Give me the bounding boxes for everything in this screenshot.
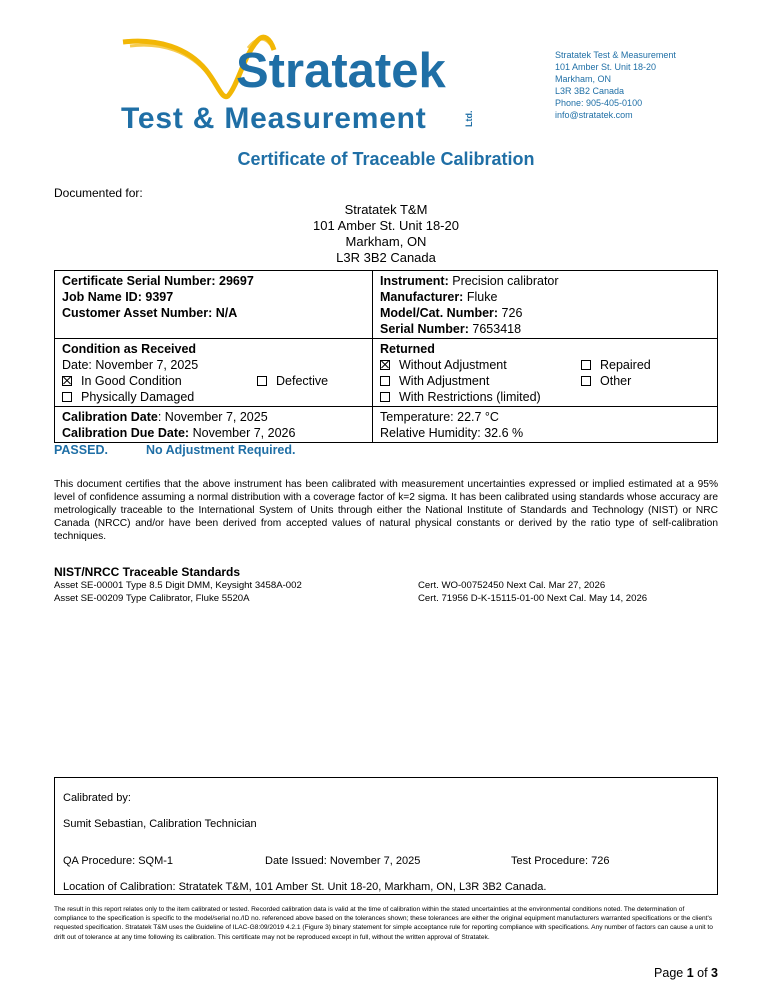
manufacturer-value: Fluke (466, 290, 498, 304)
model-value: 726 (501, 306, 523, 320)
checkbox-empty-icon[interactable] (62, 392, 72, 402)
customer-postal: L3R 3B2 Canada (336, 250, 436, 265)
standards-row (54, 580, 718, 591)
due-date-label: Calibration Due Date: (62, 426, 190, 440)
page-of: of (693, 966, 712, 980)
standards-title: NIST/NRCC Traceable Standards (54, 565, 241, 579)
checkbox-checked-icon[interactable] (62, 376, 72, 386)
humidity: Relative Humidity: 32.6 % (380, 426, 524, 440)
result-status: PASSED. (54, 443, 108, 457)
option-label: Physically Damaged (81, 390, 195, 404)
test-procedure: Test Procedure: 726 (511, 855, 610, 867)
option-label: Without Adjustment (399, 358, 507, 372)
manufacturer-label: Manufacturer: (380, 290, 464, 304)
checkbox-empty-icon[interactable] (581, 376, 591, 386)
standard-cert: Cert. WO-00752450 Next Cal. Mar 27, 2026 (418, 580, 606, 591)
returned-cell (373, 339, 718, 407)
checkbox-empty-icon[interactable] (581, 360, 591, 370)
date-issued: Date Issued: November 7, 2025 (265, 855, 421, 867)
option-label: Other (600, 374, 632, 388)
option-good-condition[interactable] (62, 373, 257, 389)
asset-value: N/A (215, 306, 238, 320)
standard-cert: Cert. 71956 D-K-15115-01-00 Next Cal. May 14, 2026 (418, 593, 648, 604)
condition-heading: Condition as Received (62, 342, 197, 356)
instrument-label: Instrument: (380, 274, 449, 288)
calibration-date-value: : November 7, 2025 (157, 410, 268, 424)
technician-name: Sumit Sebastian, Calibration Technician (63, 818, 257, 830)
environment-cell (373, 407, 718, 443)
result-note: No Adjustment Required. (145, 443, 296, 457)
company-phone: Phone: 905-405-0100 (555, 98, 643, 108)
calibrated-by-label: Calibrated by: (63, 792, 131, 804)
temperature: Temperature: 22.7 °C (380, 410, 499, 424)
option-physically-damaged[interactable] (62, 389, 365, 405)
condition-row (55, 339, 718, 407)
serial-number-label: Serial Number: (380, 322, 469, 336)
option-label: Repaired (600, 358, 651, 372)
standard-asset: Asset SE-00001 Type 8.5 Digit DMM, Keysight 3458A-002 (54, 580, 302, 591)
condition-cell (55, 339, 373, 407)
serial-value: 29697 (219, 274, 254, 288)
checkbox-empty-icon[interactable] (380, 392, 390, 402)
logo-suffix: Ltd. (464, 110, 474, 127)
model-label: Model/Cat. Number: (380, 306, 499, 320)
option-with-adjustment[interactable] (380, 373, 581, 389)
disclaimer: The result in this report relates only to the item calibrated or tested. Recorded calibration data is valid at the time of calibration within the stated uncertainties at the environmental conditions noted. The determination of compliance to the specification is specific to the model/serial no./ID no. referenced above based on the tolerances shown; these tolerances are either the original equipment manufacturers warranted specifications or the client's requested specification. Stratatek T&M uses the Guideline of ILAC-G8:09/2019 4.2.1 (Figure 3) binary statement for simple acceptance rule for reporting compliance with specifications. Any number of factors can cause a unit to drift out of tolerance at any time following its calibration. This certificate may not be reproduced except in full, without the written approval of Stratatek. (54, 906, 713, 941)
logo-subtitle: Test & Measurement (121, 102, 427, 135)
signoff-box (54, 777, 718, 895)
checkbox-empty-icon[interactable] (380, 376, 390, 386)
result-line (54, 443, 334, 457)
option-with-restrictions[interactable] (380, 389, 710, 405)
option-defective[interactable] (257, 373, 328, 389)
condition-date: Date: November 7, 2025 (62, 358, 199, 372)
company-email: info@stratatek.com (555, 110, 633, 120)
company-city: Markham, ON (555, 74, 612, 84)
standards-row (54, 593, 718, 604)
standard-asset: Asset SE-00209 Type Calibrator, Fluke 5520A (54, 593, 250, 604)
option-other[interactable] (581, 373, 631, 389)
checkbox-checked-icon[interactable] (380, 360, 390, 370)
asset-label: Customer Asset Number: (62, 306, 213, 320)
checkbox-empty-icon[interactable] (257, 376, 267, 386)
serial-label: Certificate Serial Number: (62, 274, 216, 288)
certificate-info-table (54, 270, 718, 443)
customer-name: Stratatek T&M (344, 202, 428, 217)
option-without-adjustment[interactable] (380, 357, 581, 373)
due-date-value: November 7, 2026 (192, 426, 296, 440)
returned-heading: Returned (380, 342, 435, 356)
page-total: 3 (711, 966, 718, 980)
certificate-title: Certificate of Traceable Calibration (237, 149, 535, 169)
company-contact-block (555, 49, 676, 121)
identification-row (55, 271, 718, 339)
page-current: 1 (686, 966, 694, 980)
instrument-value: Precision calibrator (452, 274, 559, 288)
option-label: Defective (276, 374, 329, 388)
dates-cell (55, 407, 373, 443)
company-street: 101 Amber St. Unit 18-20 (555, 62, 657, 72)
company-name: Stratatek Test & Measurement (555, 50, 676, 60)
documented-for-label: Documented for: (54, 186, 143, 200)
identification-cell (55, 271, 373, 339)
page-number (654, 966, 718, 980)
stratatek-logo (118, 30, 478, 135)
company-postal: L3R 3B2 Canada (555, 86, 625, 96)
option-label: With Adjustment (399, 374, 490, 388)
customer-city: Markham, ON (345, 234, 427, 249)
option-label: With Restrictions (limited) (399, 390, 541, 404)
certification-statement: This document certifies that the above instrument has been calibrated with measurement uncertainties expressed or implied estimated at a 95% level of confidence assuming a normal distribution with a coverage factor of k=2 sigma. It has been calibrated using standards whose accuracy are metrologically traceable to the International System of Units through either the National Institute of Standards and Technology (NIST) or NRC Canada (NRCC) and/or have been derived from accepted values of natural physical constants or derived by the ratio type of self-calibration techniques. (54, 479, 718, 542)
qa-procedure: QA Procedure: SQM-1 (63, 855, 174, 867)
job-label: Job Name ID: (62, 290, 142, 304)
option-label: In Good Condition (81, 374, 182, 388)
customer-street: 101 Amber St. Unit 18-20 (313, 218, 459, 233)
calibration-location: Location of Calibration: Stratatek T&M, 101 Amber St. Unit 18-20, Markham, ON, L3R 3B2 Canada. (63, 881, 547, 893)
option-repaired[interactable] (581, 357, 651, 373)
instrument-cell (373, 271, 718, 339)
job-value: 9397 (145, 290, 174, 304)
logo-brand: Stratatek (236, 44, 446, 98)
page-label: Page (654, 966, 687, 980)
calibration-date-label: Calibration Date (62, 410, 158, 424)
dates-row (55, 407, 718, 443)
serial-number-value: 7653418 (472, 322, 522, 336)
customer-address (0, 202, 772, 266)
